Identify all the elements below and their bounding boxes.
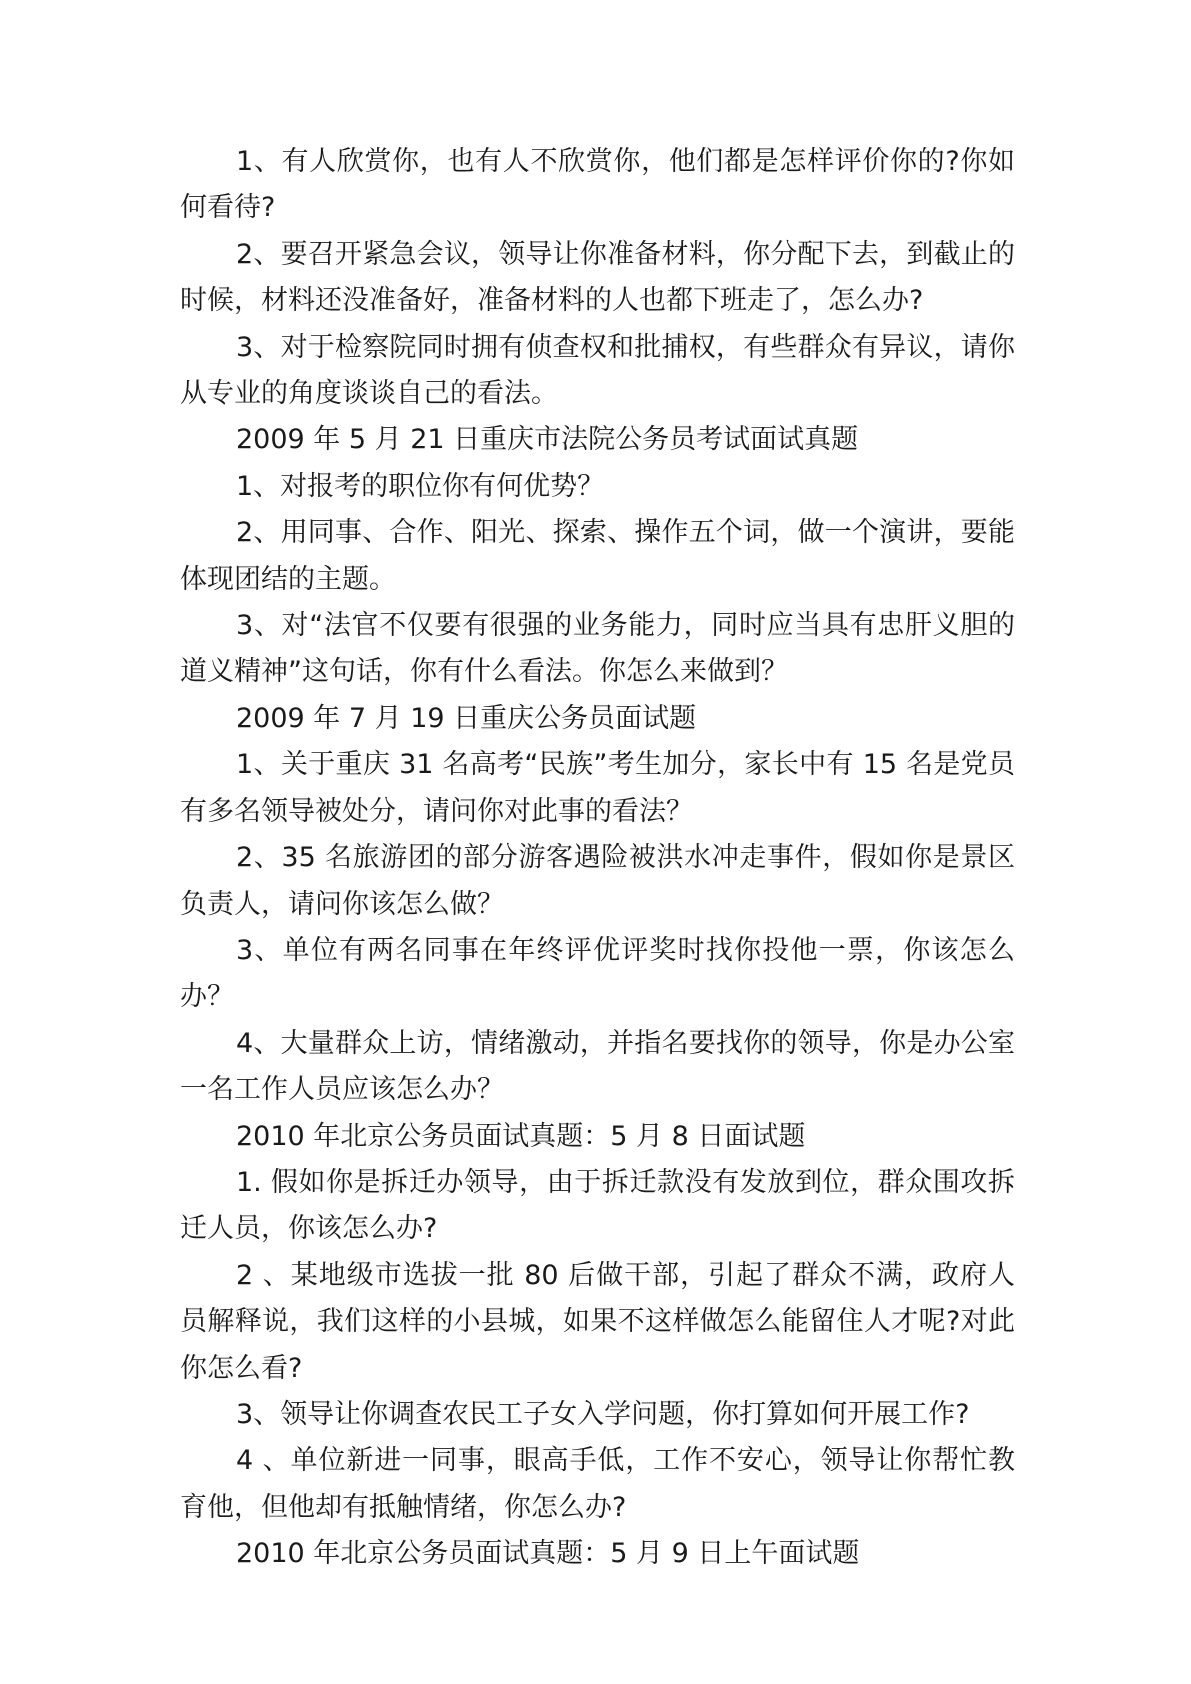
section-heading: 2009 年 7 月 19 日重庆公务员面试题 <box>236 702 697 734</box>
section-heading: 2009 年 5 月 21 日重庆市法院公务员考试面试真题 <box>236 424 859 456</box>
question-paragraph: 4 、单位新进一同事，眼高手低，工作不安心，领导让你帮忙教育他，但他却有抵触情绪，你怎么办? <box>180 1445 1015 1523</box>
question-paragraph: 3、对于检察院同时拥有侦查权和批捕权，有些群众有异议，请你从专业的角度谈谈自己的看法。 <box>180 331 1015 410</box>
question-paragraph: 2、35 名旅游团的部分游客遇险被洪水冲走事件，假如你是景区负责人，请问你该怎么做？ <box>180 842 1015 920</box>
question-paragraph: 1、有人欣赏你，也有人不欣赏你，他们都是怎样评价你的?你如何看待? <box>180 146 1015 224</box>
question-paragraph: 4、大量群众上访，情绪激动，并指名要找你的领导，你是办公室一名工作人员应该怎么办？ <box>180 1027 1015 1106</box>
question-paragraph: 1. 假如你是拆迁办领导，由于拆迁款没有发放到位，群众围攻拆迁人员，你该怎么办? <box>180 1166 1015 1245</box>
question-paragraph: 3、领导让你调查农民工子女入学问题，你打算如何开展工作? <box>236 1398 970 1430</box>
question-paragraph: 3、单位有两名同事在年终评优评奖时找你投他一票，你该怎么办？ <box>180 934 1015 1013</box>
question-paragraph: 1、对报考的职位你有何优势？ <box>236 470 605 502</box>
question-paragraph: 1、关于重庆 31 名高考“民族”考生加分，家长中有 15 名是党员有多名领导被处分，请问你对此事的看法？ <box>180 749 1015 827</box>
question-paragraph: 2 、某地级市选拔一批 80 后做干部，引起了群众不满，政府人员解释说，我们这样的小县城，如果不这样做怎么能留住人才呢?对此你怎么看? <box>180 1259 1015 1384</box>
question-paragraph: 3、对“法官不仅要有很强的业务能力，同时应当具有忠肝义胆的道义精神”这句话，你有什么看法。你怎么来做到？ <box>180 610 1015 688</box>
document-body <box>180 139 1015 1578</box>
question-paragraph: 2、要召开紧急会议，领导让你准备材料，你分配下去，到截止的时候，材料还没准备好，准备材料的人也都下班走了，怎么办? <box>180 238 1015 317</box>
section-heading: 2010 年北京公务员面试真题：5 月 9 日上午面试题 <box>236 1538 860 1570</box>
section-heading: 2010 年北京公务员面试真题：5 月 8 日面试题 <box>236 1120 806 1152</box>
question-paragraph: 2、用同事、合作、阳光、探索、操作五个词，做一个演讲，要能体现团结的主题。 <box>180 517 1015 595</box>
